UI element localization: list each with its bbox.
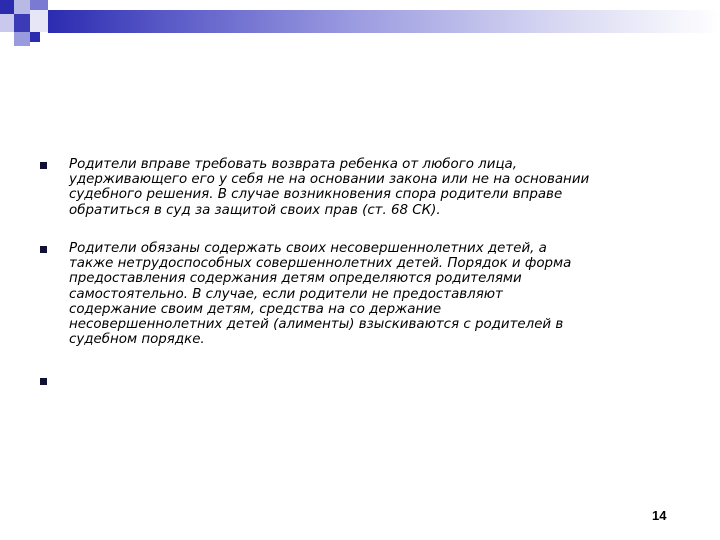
bullet-text: Родители обязаны содержать своих несовершеннолетних детей, а также нетрудоспособных совершеннолетних детей. Порядок и форма предоставления содержания детям определяются родителями самостоятельно. В случае, если родители не предоставляют содержание своим детям, средства на со держание несовершеннолетних детей (алименты) взыскиваются с родителей в судебном порядке.	[69, 241, 572, 348]
bullet-text: Родители вправе требовать возврата ребенка от любого лица, удерживающего его у себя не на основании закона или не на основании судебного решения. В случае возникновения спора родители вправе обратиться в суд за защитой своих прав (ст. 68 СК).	[69, 157, 590, 218]
decor-square-light	[0, 14, 14, 32]
decor-square-dark	[14, 14, 30, 32]
bullet-square-icon	[40, 162, 47, 169]
decor-square-dark	[30, 32, 40, 42]
decor-square-dark	[0, 0, 14, 14]
bullet-square-icon	[40, 246, 47, 253]
bullet-square-icon	[40, 378, 47, 385]
decor-square-light	[30, 10, 48, 32]
header-decoration	[0, 0, 720, 50]
decor-square-light	[14, 0, 30, 14]
decor-square-mid	[14, 32, 30, 46]
header-gradient-bar	[48, 10, 720, 33]
decor-square-mid	[30, 0, 48, 10]
page-number: 14	[652, 508, 667, 523]
